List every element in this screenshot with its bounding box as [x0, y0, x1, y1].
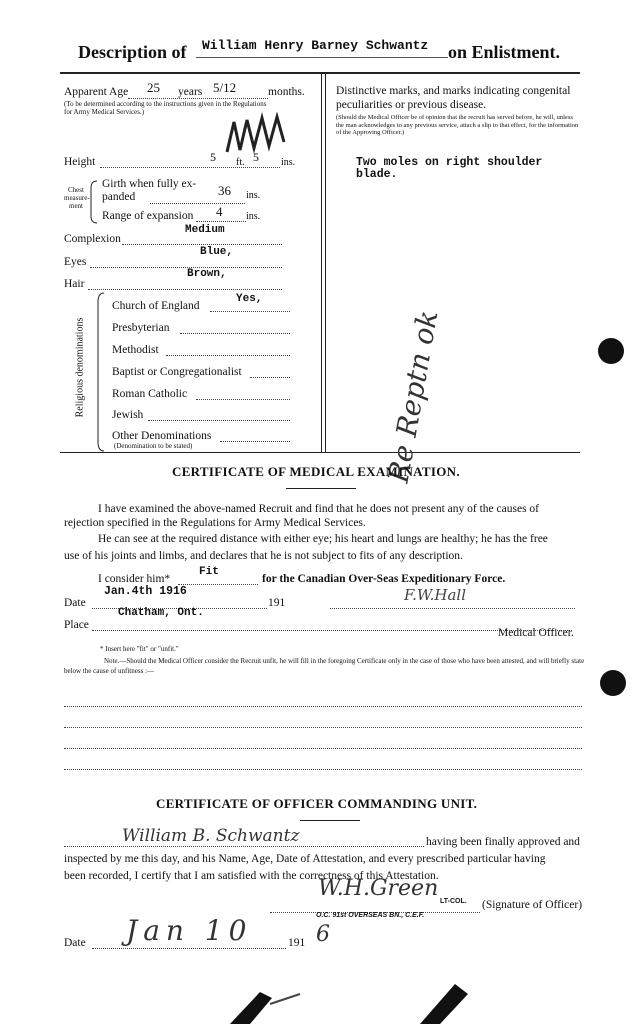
fit-footnote: * Insert here "fit" or "unfit." — [100, 645, 179, 653]
top-rule — [60, 72, 580, 74]
ft-label: ft. — [236, 157, 245, 168]
age-years: 25 — [147, 80, 160, 95]
medical-date-label: Date — [64, 597, 86, 609]
place-label: Place — [64, 619, 89, 631]
religion-church-value: Yes, — [236, 293, 263, 305]
medical-year-print: 191 — [268, 597, 286, 609]
expansion-label: Range of expansion — [102, 210, 194, 222]
commanding-title-rule — [300, 820, 360, 821]
punch-hole-bottom — [600, 670, 626, 696]
hair-value: Brown, — [187, 268, 227, 280]
expansion-unit: ins. — [246, 211, 261, 222]
years-label: years — [178, 86, 203, 98]
commanding-year-digit: 6 — [316, 922, 330, 947]
hair-label: Hair — [64, 278, 85, 290]
commanding-title: CERTIFICATE OF OFFICER COMMANDING UNIT. — [156, 796, 478, 811]
medical-officer-signature: F.W.Hall — [404, 586, 467, 604]
medical-para2b: use of his joints and limbs, and declares that he is not subject to fits of any description. — [64, 550, 463, 562]
medical-para1a: I have examined the above-named Recruit and find that he does not present any of the causes of — [98, 503, 539, 515]
stamp-unit: O.C. 91st OVERSEAS BN., C.E.F. — [316, 912, 425, 919]
recruit-name: William Henry Barney Schwantz — [202, 38, 429, 53]
commanding-line2: inspected by me this day, and his Name, Age, Date of Attestation, and every prescribed particular having — [64, 853, 546, 865]
marks-note: (Should the Medical Officer be of opinion that the recruit has served before, he will, unless the man acknowledges to any previous service, attach a slip to that effect, for the information of the Approving Officer.) — [336, 114, 579, 136]
religion-baptist: Baptist or Congregationalist — [112, 366, 242, 378]
signature-of-officer-label: (Signature of Officer) — [482, 899, 583, 911]
commanding-year-print: 191 — [288, 937, 306, 949]
expansion-value: 4 — [216, 204, 223, 219]
scan-artifact-bottom — [0, 964, 634, 1024]
consider-suffix: for the Canadian Over-Seas Expeditionary Force. — [262, 573, 506, 585]
religion-jewish: Jewish — [112, 409, 144, 421]
consider-value: Fit — [199, 566, 219, 578]
religion-side-label: Religious denominations — [74, 317, 86, 418]
unfit-line-1 — [64, 706, 582, 707]
age-note: (To be determined according to the instructions given in the Regulations for Army Medical Services.) — [64, 100, 267, 116]
girth-label: Girth when fully ex-panded — [102, 178, 197, 203]
ink-scribble — [222, 112, 292, 162]
unfit-line-3 — [64, 748, 582, 749]
commanding-line1-suffix: having been finally approved and — [426, 836, 580, 848]
eyes-value: Blue, — [200, 246, 234, 258]
medical-para2a: He can see at the required distance with either eye; his heart and lungs are healthy; he has the free — [98, 533, 548, 545]
girth-unit: ins. — [246, 190, 261, 201]
medical-officer-label: Medical Officer. — [498, 627, 574, 639]
religion-church-of-england: Church of England — [112, 300, 200, 312]
eyes-label: Eyes — [64, 256, 87, 268]
medical-title: CERTIFICATE OF MEDICAL EXAMINATION. — [172, 464, 460, 479]
denomination-note: (Denomination to be stated) — [114, 442, 193, 450]
religion-bracket — [97, 292, 105, 452]
age-months: 5/12 — [213, 80, 237, 95]
section-rule — [60, 452, 580, 453]
stamp-rank: LT-COL. — [440, 898, 467, 905]
medical-note: Note.—Should the Medical Officer consider the Recruit unfit, he will fill in the foregoing Certificate only in the case of those who have been attested, and will briefly state below the cause of unfitness :— — [64, 657, 585, 675]
height-label: Height — [64, 156, 96, 168]
unfit-line-2 — [64, 727, 582, 728]
column-divider — [321, 74, 322, 452]
marks-value-2: blade. — [356, 168, 398, 181]
header-suffix: on Enlistment. — [448, 42, 561, 62]
religion-other: Other Denominations — [112, 430, 212, 442]
commanding-date-handwritten: Jan 10 — [126, 914, 253, 947]
medical-para1b: rejection specified in the Regulations for Army Medical Services. — [64, 517, 366, 529]
religion-presbyterian: Presbyterian — [112, 322, 170, 334]
unfit-line-4 — [64, 769, 582, 770]
height-ins-label: ins. — [281, 157, 296, 168]
recruit-signature: William B. Schwantz — [122, 826, 300, 846]
marks-value-1: Two moles on right shoulder — [356, 156, 543, 169]
religion-roman-catholic: Roman Catholic — [112, 388, 188, 400]
girth-value: 36 — [218, 183, 231, 198]
chest-label: Chest measure-ment — [64, 186, 90, 210]
apparent-age-label: Apparent Age — [64, 86, 129, 98]
commanding-officer-signature: W.H.Green — [318, 876, 439, 901]
column-divider-2 — [325, 74, 326, 452]
marks-label: Distinctive marks, and marks indicating congenital peculiarities or previous disease. — [336, 85, 571, 111]
consider-label: I consider him* — [98, 573, 171, 585]
complexion-value: Medium — [185, 224, 225, 236]
commanding-line3: been recorded, I certify that I am satisfied with the correctness of this Attestation. — [64, 870, 439, 882]
medical-date-value: Jan.4th 1916 — [104, 585, 187, 598]
punch-hole-top — [598, 338, 624, 364]
handwritten-note: Re Reptn ok — [381, 307, 445, 486]
place-value: Chatham, Ont. — [118, 607, 204, 619]
header-underline — [196, 57, 448, 58]
medical-title-rule — [286, 488, 356, 489]
complexion-label: Complexion — [64, 233, 121, 245]
chest-bracket — [90, 180, 98, 224]
religion-methodist: Methodist — [112, 344, 159, 356]
months-label: months. — [268, 86, 305, 98]
height-in: 5 — [253, 150, 259, 164]
height-ft: 5 — [210, 150, 216, 164]
commanding-date-label: Date — [64, 937, 86, 949]
header-prefix: Description of — [78, 42, 187, 62]
